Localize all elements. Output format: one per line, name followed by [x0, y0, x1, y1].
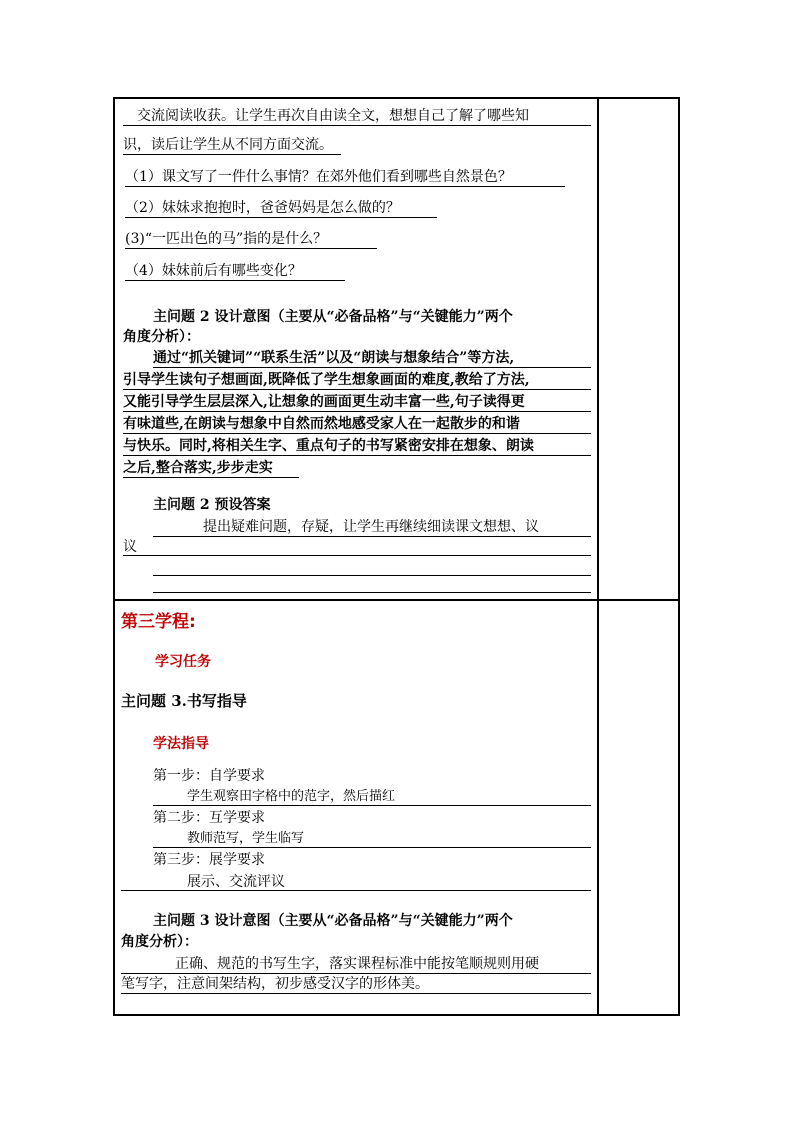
underline [121, 890, 591, 891]
method-guide-label: 学法指导 [153, 736, 209, 752]
question-4: （4）妹妹前后有哪些变化？ [125, 263, 302, 279]
underline [121, 973, 591, 974]
design-intent-2-line: 与快乐。同时,将相关生字、重点句子的书写紧密安排在想象、朗读 [123, 438, 534, 454]
design-intent-2-line: 引导学生读句子想画面,既降低了学生想象画面的难度,教给了方法, [123, 372, 530, 388]
underline [153, 575, 591, 576]
design-intent-2-title: 主问题 2 设计意图（主要从“必备品格”与“关键能力”两个 [153, 309, 513, 325]
design-intent-2-line: 有味道些,在朗读与想象中自然而然地感受家人在一起散步的和谐 [123, 416, 520, 432]
notes-cell-1 [599, 99, 680, 599]
underline [123, 411, 591, 412]
step-3-text: 展示、交流评议 [187, 874, 285, 890]
underline [153, 367, 591, 368]
underline [123, 555, 591, 556]
step-2-text: 教师范写，学生临写 [187, 831, 305, 846]
underline [153, 847, 591, 848]
underline [153, 536, 591, 537]
preset-answer-2-line-1: 提出疑难问题，存疑，让学生再继续细读课文想想、议 [203, 519, 539, 535]
step-3-title: 第三步：展学要求 [153, 852, 265, 868]
underline [123, 154, 341, 155]
main-question-3: 主问题 3.书写指导 [121, 692, 247, 710]
underline [125, 217, 437, 218]
underline [123, 455, 591, 456]
section3-heading: 第三学程: [121, 612, 196, 632]
underline [123, 477, 299, 478]
underline [153, 592, 591, 593]
question-2: （2）妹妹求抱抱时，爸爸妈妈是怎么做的？ [125, 200, 400, 216]
notes-cell-2 [599, 601, 680, 1016]
design-intent-3-title-cont: 角度分析）： [121, 934, 198, 950]
design-intent-3-line-1: 正确、规范的书写生字，落实课程标准中能按笔顺规则用硬 [175, 956, 539, 972]
learning-task-label: 学习任务 [155, 654, 211, 670]
underline [125, 280, 345, 281]
section2-cell [115, 99, 597, 599]
preset-answer-2-line-2: 议 [123, 539, 137, 555]
underline [123, 389, 591, 390]
section3-cell [115, 601, 597, 1016]
design-intent-3-title: 主问题 3 设计意图（主要从“必备品格”与“关键能力”两个 [153, 913, 513, 929]
design-intent-2-line: 通过“抓关键词”“联系生活”以及“朗读与想象结合”等方法, [153, 350, 515, 366]
underline [121, 993, 591, 994]
question-1: （1）课文写了一件什么事情？在郊外他们看到哪些自然景色？ [125, 169, 512, 185]
underline [123, 125, 591, 126]
question-3: (3)“一匹出色的马”指的是什么？ [125, 231, 328, 247]
lesson-plan-table [113, 97, 680, 1016]
step-1-title: 第一步：自学要求 [153, 768, 265, 784]
design-intent-2-line: 之后,整合落实,步步走实 [123, 460, 273, 476]
intro-line-1: 交流阅读收获。让学生再次自由读全文，想想自己了解了哪些知 [137, 108, 529, 124]
step-1-text: 学生观察田字格中的范字，然后描红 [187, 789, 396, 804]
design-intent-2-title-cont: 角度分析）： [123, 329, 200, 345]
underline [153, 805, 591, 806]
intro-line-2: 识，读后让学生从不同方面交流。 [123, 137, 333, 153]
preset-answer-2-title: 主问题 2 预设答案 [153, 497, 271, 513]
design-intent-2-line: 又能引导学生层层深入,让想象的画面更生动丰富一些,句子读得更 [123, 394, 525, 410]
underline [125, 248, 377, 249]
underline [123, 433, 591, 434]
design-intent-3-line-2: 笔写字，注意间架结构，初步感受汉字的形体美。 [121, 976, 429, 992]
step-2-title: 第二步：互学要求 [153, 810, 265, 826]
underline [125, 186, 565, 187]
